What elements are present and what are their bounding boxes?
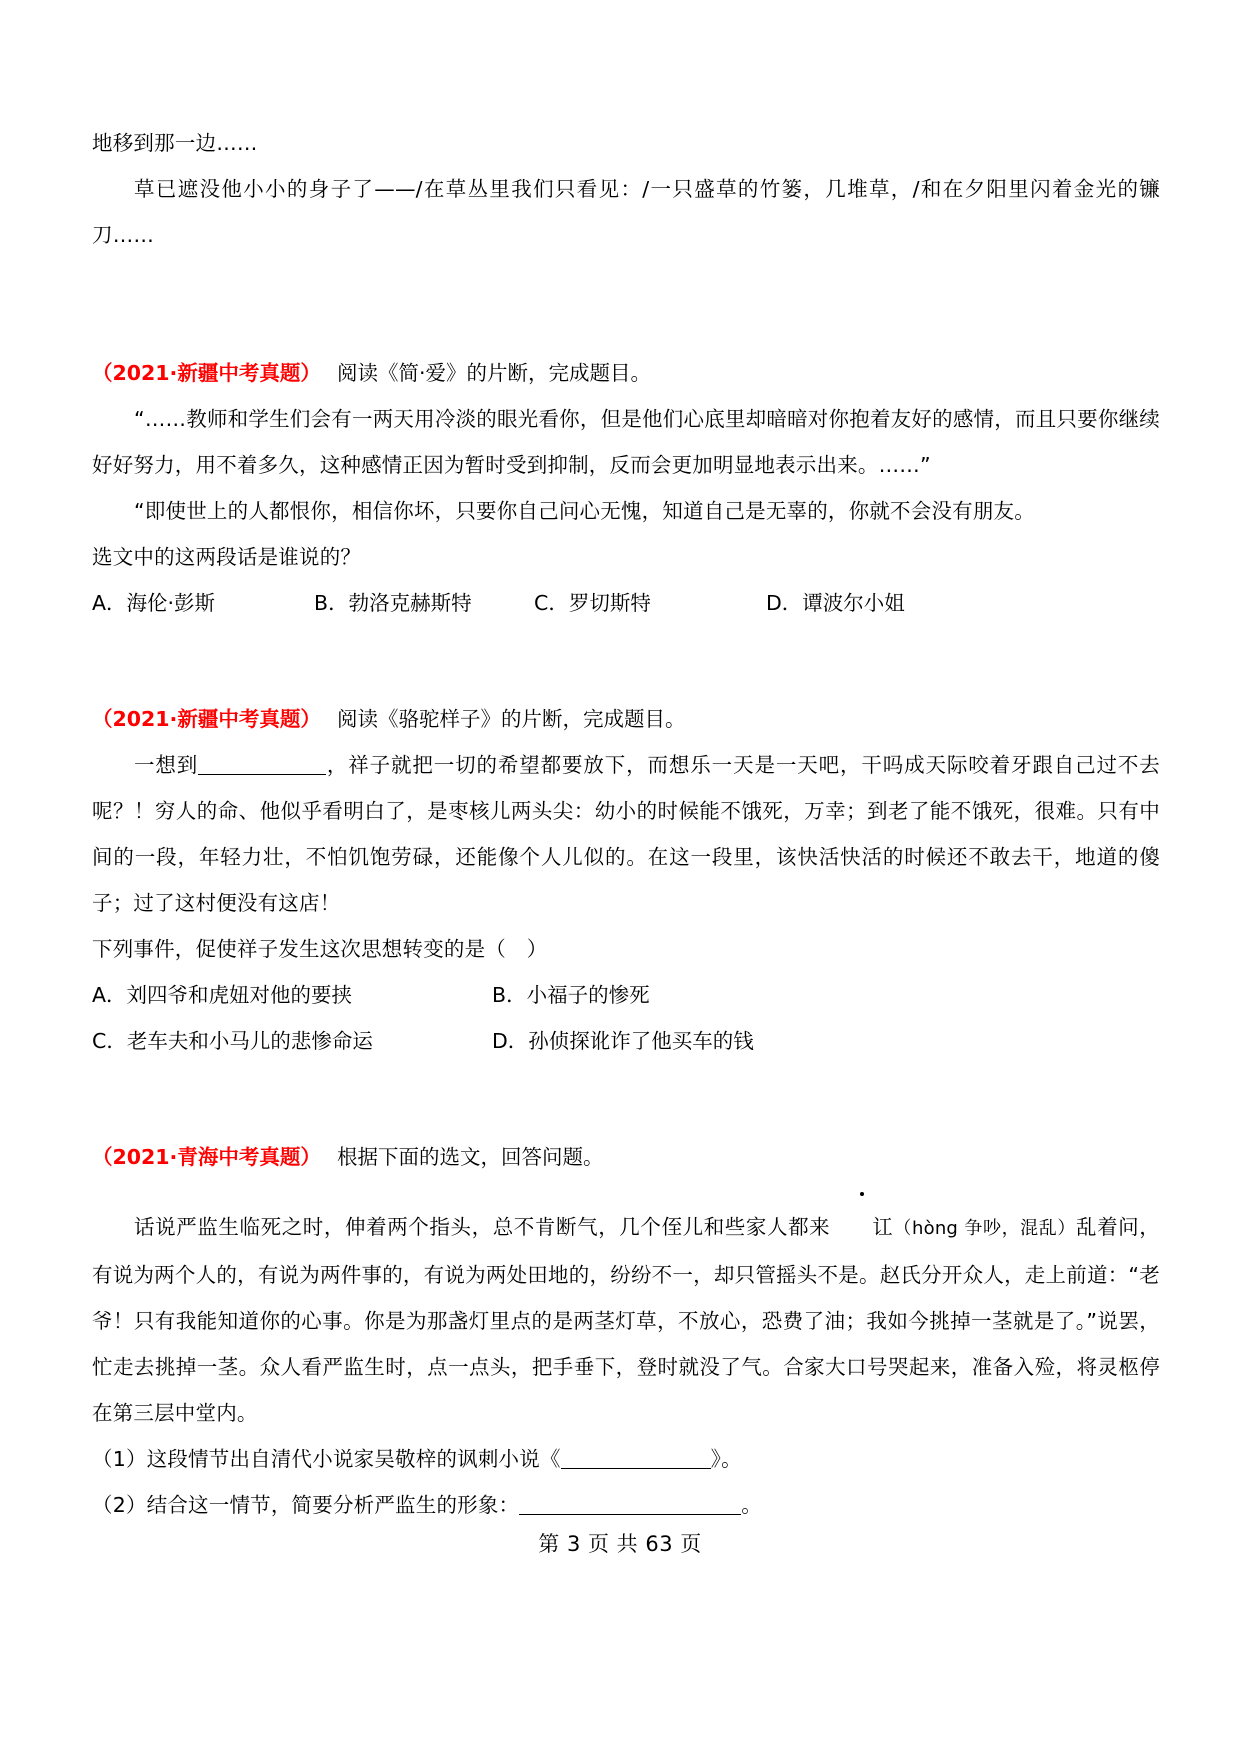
option-1-d[interactable]: D．谭波尔小姐 bbox=[766, 591, 905, 615]
paragraph-poem: 草已遮没他小小的身子了——/在草丛里我们只看见：/一只盛草的竹篓，几堆草，/和在夕阳里闪着金光的镰刀…… bbox=[92, 177, 1160, 247]
source-region-2: 新疆中考真题 bbox=[177, 707, 301, 731]
option-2-c[interactable]: C．老车夫和小马儿的悲惨命运 bbox=[92, 1029, 373, 1053]
source-prefix-3: （2021· bbox=[92, 1145, 178, 1169]
source-suffix-2: ） bbox=[300, 707, 321, 731]
question-header-2 bbox=[92, 696, 1160, 742]
pinyin-annotation: （hòng 争吵，混乱） bbox=[893, 1218, 1076, 1239]
sub-question-2-after: 。 bbox=[741, 1493, 762, 1517]
options-row-2a bbox=[92, 972, 1160, 1018]
question-prompt-1: 选文中的这两段话是谁说的？ bbox=[92, 545, 362, 569]
option-2-a[interactable]: A．刘四爷和虎妞对他的要挟 bbox=[92, 983, 353, 1007]
passage-2-after-blank: ，祥子就把一切的希望都要放下，而想乐一天是一天吧，干吗成天际咬着牙跟自己过不去呢？！穷人的命、他似乎看明白了，是枣核儿两头尖：幼小的时候能不饿死，万幸；到老了能不饿死，很难。只有中间的一段，年轻力壮，不怕饥饱劳碌，还能像个人儿似的。在这一段里，该快活快活的时候还不敢去干，地道的傻子；过了这村便没有这店！ bbox=[92, 753, 1160, 915]
passage-3-part1: 话说严监生临死之时，伸着两个指头，总不肯断气，几个侄儿和些家人都来 bbox=[134, 1215, 831, 1239]
source-tag-1 bbox=[92, 361, 328, 385]
source-prefix-1: （2021· bbox=[92, 361, 178, 385]
sub-question-2 bbox=[92, 1482, 1160, 1528]
source-region-3: 青海中考真题 bbox=[177, 1145, 301, 1169]
fill-in-blank-3-1[interactable] bbox=[561, 1468, 711, 1469]
passage-3-part2: 乱着问，有说为两个人的，有说为两件事的，有说为两处田地的，纷纷不一，却只管摇头不是。赵氏分开众人，走上前道：“老爷！只有我能知道你的心事。你是为那盏灯里点的是两茎灯草，不放心，恐费了油；我如今挑掉一茎就是了。”说罢，忙走去挑掉一茎。众人看严监生时，点一点头，把手垂下，登时就没了气。合家大口号哭起来，准备入殓，将灵柩停在第三层中堂内。 bbox=[92, 1215, 1160, 1425]
option-1-b[interactable]: B．勃洛克赫斯特 bbox=[314, 591, 472, 615]
spacer bbox=[92, 1064, 1160, 1134]
source-tag-2 bbox=[92, 707, 328, 731]
paragraph-continuation: 地移到那一边…… bbox=[92, 131, 258, 155]
fill-in-blank-3-2[interactable] bbox=[519, 1514, 741, 1515]
spacer bbox=[92, 1180, 1160, 1204]
question-stem-3: 根据下面的选文，回答问题。 bbox=[336, 1145, 604, 1169]
passage-3 bbox=[92, 1204, 1160, 1436]
question-header-3 bbox=[92, 1134, 1160, 1180]
options-row-1 bbox=[92, 580, 1160, 626]
sub-question-1-before: 这段情节出自清代小说家吴敬梓的讽刺小说《 bbox=[146, 1447, 561, 1471]
question-stem-1: 阅读《简·爱》的片断，完成题目。 bbox=[336, 361, 651, 385]
source-region-1: 新疆中考真题 bbox=[177, 361, 301, 385]
source-tag-3 bbox=[92, 1145, 328, 1169]
option-2-d[interactable]: D．孙侦探讹诈了他买车的钱 bbox=[492, 1029, 754, 1053]
sub-question-1-number: （1） bbox=[92, 1447, 147, 1471]
option-2-b[interactable]: B．小福子的惨死 bbox=[492, 983, 650, 1007]
passage-1-a: “……教师和学生们会有一两天用冷淡的眼光看你，但是他们心底里却暗暗对你抱着友好的感情，而且只要你继续好好努力，用不着多久，这种感情正因为暂时受到抑制，反而会更加明显地表示出来。……” bbox=[92, 407, 1160, 477]
sub-question-2-number: （2） bbox=[92, 1493, 147, 1517]
option-1-c[interactable]: C．罗切斯特 bbox=[534, 591, 651, 615]
sub-question-1-after: 》。 bbox=[710, 1447, 742, 1471]
spacer bbox=[92, 258, 1160, 350]
options-row-2b bbox=[92, 1018, 1160, 1064]
passage-2 bbox=[92, 742, 1160, 926]
option-1-a[interactable]: A．海伦·彭斯 bbox=[92, 591, 216, 615]
source-suffix-1: ） bbox=[300, 361, 321, 385]
source-prefix-2: （2021· bbox=[92, 707, 178, 731]
sub-question-1 bbox=[92, 1436, 1160, 1482]
source-suffix-3: ） bbox=[300, 1145, 321, 1169]
spacer bbox=[92, 626, 1160, 696]
passage-1-b: “即使世上的人都恨你，相信你坏，只要你自己问心无愧，知道自己是无辜的，你就不会没有朋友。 bbox=[134, 499, 1035, 523]
emphasis-dot-char: 讧 bbox=[830, 1204, 893, 1250]
page-footer: 第 3 页 共 63 页 bbox=[538, 1532, 702, 1556]
question-header-1 bbox=[92, 350, 1160, 396]
sub-question-2-before: 结合这一情节，简要分析严监生的形象： bbox=[146, 1493, 520, 1517]
question-stem-2: 阅读《骆驼样子》的片断，完成题目。 bbox=[336, 707, 686, 731]
question-prompt-2: 下列事件，促使祥子发生这次思想转变的是（ ） bbox=[92, 937, 548, 961]
passage-2-before-blank: 一想到 bbox=[134, 753, 199, 777]
fill-in-blank-2[interactable] bbox=[198, 774, 326, 775]
